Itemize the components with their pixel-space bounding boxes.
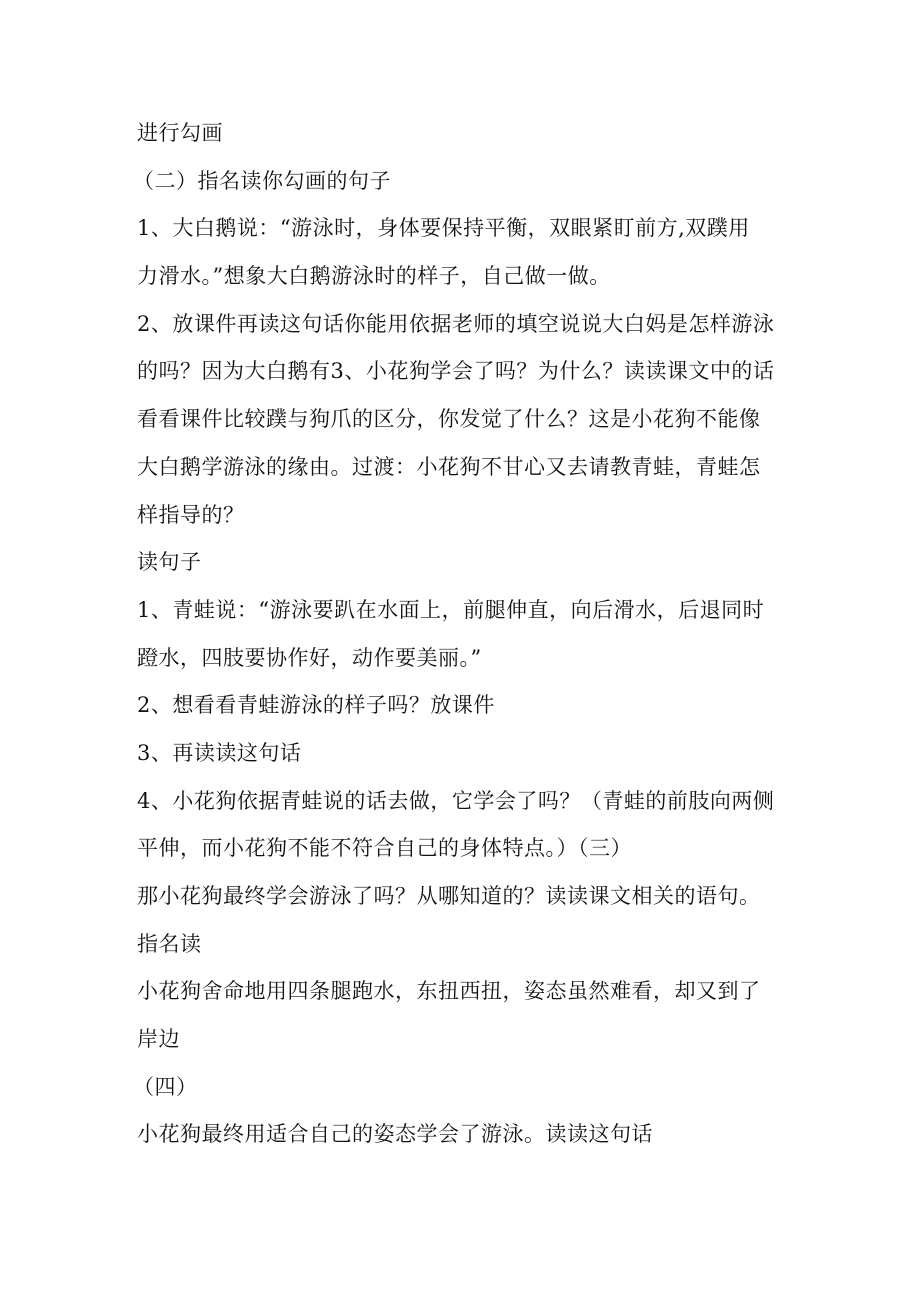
text-line: 大白鹅学游泳的缘由。过渡：小花狗不甘心又去请教青蛙，青蛙怎 xyxy=(137,454,761,479)
text-line: 4、小花狗依据青蛙说的话去做，它学会了吗？（青蛙的前肢向两侧 xyxy=(137,788,775,813)
text-line: 2、放课件再读这句话你能用依据老师的填空说说大白妈是怎样游泳 xyxy=(137,311,775,336)
text-line: 1、青蛙说：“游泳要趴在水面上，前腿伸直，向后滑水，后退同时 xyxy=(137,597,765,622)
text-line: 力滑水。”想象大白鹅游泳时的样子，自己做一做。 xyxy=(137,264,611,289)
text-line: 进行勾画 xyxy=(137,121,223,145)
document-body xyxy=(133,110,777,1159)
text-line: 读句子 xyxy=(137,550,202,575)
text-line: 蹬水，四肢要协作好，动作要美丽。” xyxy=(137,645,482,670)
text-line: 小花狗舍命地用四条腿跑水，东扭西扭，姿态虽然难看，却又到了 xyxy=(137,979,761,1004)
text-line: 1、大白鹅说：“游泳时，身体要保持平衡，双眼紧盯前方,双蹼用 xyxy=(137,216,750,241)
text-line: 那小花狗最终学会游泳了吗？从哪知道的？读读课文相关的语句。 xyxy=(137,884,761,908)
text-line: 的吗？因为大白鹅有3、小花狗学会了吗？为什么？读读课文中的话 xyxy=(137,359,775,384)
section-heading: （二）指名读你勾画的句子 xyxy=(133,168,391,193)
text-line: 2、想看看青蛙游泳的样子吗？放课件 xyxy=(137,693,495,718)
text-line: 小花狗最终用适合自己的姿态学会了游泳。读读这句话 xyxy=(137,1122,653,1147)
text-line: 3、再读读这句话 xyxy=(137,740,302,765)
text-line: 平伸，而小花狗不能不符合自己的身体特点。）（三） xyxy=(137,836,632,861)
text-line: 岸边 xyxy=(137,1027,180,1052)
text-line: 样指导的？ xyxy=(137,502,245,527)
section-heading: （四） xyxy=(133,1074,198,1099)
text-line: 看看课件比较蹼与狗爪的区分，你发觉了什么？这是小花狗不能像 xyxy=(137,407,761,432)
text-line: 指名读 xyxy=(137,931,202,956)
